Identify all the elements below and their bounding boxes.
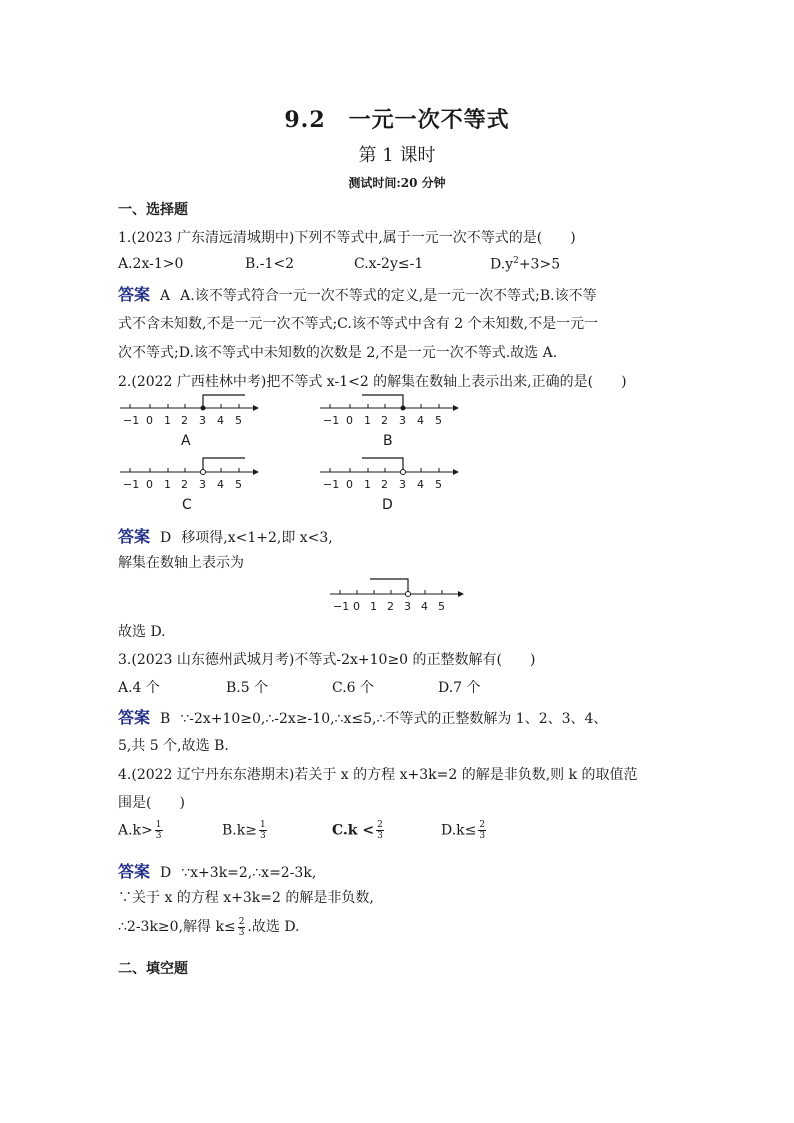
tick-label: −1 xyxy=(123,478,140,491)
tick-label: 0 xyxy=(146,478,153,491)
tick-label: 4 xyxy=(217,414,224,427)
tick-label: 2 xyxy=(181,478,188,491)
q3-answer-letter: B xyxy=(160,711,171,727)
tick-label: 4 xyxy=(417,478,424,491)
tick-label: 3 xyxy=(399,414,406,427)
lesson-subtitle: 第 1 课时 xyxy=(358,145,436,166)
q2-numberline-a xyxy=(118,388,263,448)
option-label: B xyxy=(383,433,393,448)
answer-label: 答案 xyxy=(118,285,151,304)
q2-numberline-d xyxy=(318,450,463,514)
solution-bracket xyxy=(362,458,403,470)
option-label: A xyxy=(181,433,191,448)
tick-marks xyxy=(130,404,239,408)
q3-answer-line-1: 答案 B ∵-2x+10≥0,∴-2x≥-10,∴x≤5,∴不等式的正整数解为 1、2、3、4、 xyxy=(118,708,608,727)
answer-label: 答案 xyxy=(118,862,151,881)
open-point xyxy=(401,470,406,475)
tick-label: 1 xyxy=(164,478,171,491)
closed-point xyxy=(401,406,406,411)
question-4-stem-2: 围是( ) xyxy=(118,795,185,811)
question-2-stem: 2.(2022 广西桂林中考)把不等式 x-1<2 的解集在数轴上表示出来,正确的是( ) xyxy=(118,374,627,390)
tick-label: 1 xyxy=(370,600,377,613)
q4-option-b: B.k≥ $\frac{1}{3}$ xyxy=(222,820,266,841)
tick-label: 3 xyxy=(199,414,206,427)
q4-answer-line-2: ∵关于 x 的方程 x+3k=2 的解是非负数, xyxy=(118,890,374,906)
q2-answer-line-3: 故选 D. xyxy=(118,624,166,640)
q3-option-a: A.4 个 xyxy=(118,680,160,696)
q4-answer-letter: D xyxy=(160,865,172,881)
fraction: $\frac{2}{3}$ xyxy=(377,820,383,841)
fraction: $\frac{2}{3}$ xyxy=(238,916,245,938)
q1-answer-letter: A xyxy=(160,288,171,304)
q3-answer-line-2: 5,共 5 个,故选 B. xyxy=(118,738,229,754)
q1-answer-line-3: 次不等式;D.该不等式中未知数的次数是 2,不是一元一次不等式.故选 A. xyxy=(118,345,558,361)
tick-label: −1 xyxy=(333,600,350,613)
tick-label: 3 xyxy=(399,478,406,491)
tick-label: 1 xyxy=(364,478,371,491)
tick-label: 2 xyxy=(381,414,388,427)
tick-label: 0 xyxy=(346,414,353,427)
page-title: 9.2 一元一次不等式 xyxy=(284,107,510,133)
q3-option-d: D.7 个 xyxy=(438,680,481,696)
tick-label: 5 xyxy=(438,600,445,613)
q2-answer-numberline xyxy=(328,572,473,614)
fraction: $\frac{2}{3}$ xyxy=(479,820,486,841)
solution-bracket xyxy=(203,458,245,470)
question-4-stem-1: 4.(2022 辽宁丹东东港期末)若关于 x 的方程 x+3k=2 的解是非负数,则 k 的取值范 xyxy=(118,767,638,783)
q4-option-d: D.k≤ $\frac{2}{3}$ xyxy=(441,820,486,841)
fraction: $\frac{1}{3}$ xyxy=(155,820,162,841)
section-heading-fill: 二、填空题 xyxy=(118,961,188,977)
q2-answer-letter: D xyxy=(160,530,172,546)
q4-option-a: A.k> $\frac{1}{3}$ xyxy=(118,820,162,841)
closed-point xyxy=(201,406,206,411)
tick-label: 0 xyxy=(146,414,153,427)
q1-option-c: C.x-2y≤-1 xyxy=(354,256,424,272)
test-time: 测试时间:20 分钟 xyxy=(348,176,446,190)
q1-answer-line-2: 式不含未知数,不是一元一次不等式;C.该不等式中含有 2 个未知数,不是一元一 xyxy=(118,316,599,332)
q1-answer-line-1: 答案 A A.该不等式符合一元一次不等式的定义,是一元一次不等式;B.该不等 xyxy=(118,285,597,304)
tick-label: 2 xyxy=(381,478,388,491)
open-point xyxy=(201,470,206,475)
open-point xyxy=(406,592,411,597)
q1-option-a: A.2x-1>0 xyxy=(118,256,184,272)
q3-option-c: C.6 个 xyxy=(332,680,375,696)
tick-label: 0 xyxy=(353,600,360,613)
q1-option-d: $D.y^2+3>5$ xyxy=(490,256,561,273)
answer-label: 答案 xyxy=(118,708,151,727)
q4-answer-line-1: 答案 D ∵x+3k=2,∴x=2-3k, xyxy=(118,862,317,881)
tick-label: −1 xyxy=(123,414,140,427)
tick-label: 1 xyxy=(164,414,171,427)
tick-label: 2 xyxy=(181,414,188,427)
option-label: D xyxy=(382,497,393,513)
tick-label: 3 xyxy=(404,600,411,613)
solution-bracket xyxy=(370,579,408,592)
q2-numberline-c xyxy=(118,450,263,514)
tick-label: 5 xyxy=(235,478,242,491)
tick-label: 4 xyxy=(417,414,424,427)
question-3-stem: 3.(2023 山东德州武城月考)不等式-2x+10≥0 的正整数解有( ) xyxy=(118,652,536,668)
tick-label: 4 xyxy=(217,478,224,491)
fraction: $\frac{1}{3}$ xyxy=(259,820,266,841)
tick-label: 3 xyxy=(199,478,206,491)
tick-label: 5 xyxy=(435,478,442,491)
q1-option-b: B.-1<2 xyxy=(245,256,295,272)
q2-answer-line-1: 答案 D 移项得,x<1+2,即 x<3, xyxy=(118,527,333,546)
q3-option-b: B.5 个 xyxy=(226,680,269,696)
option-label: C xyxy=(182,497,192,513)
tick-label: 4 xyxy=(421,600,428,613)
question-1-stem: 1.(2023 广东清远清城期中)下列不等式中,属于一元一次不等式的是( ) xyxy=(118,230,576,246)
q4-answer-line-3: ∴2-3k≥0,解得 k≤ $\frac{2}{3}$ .故选 D. xyxy=(118,916,300,938)
q4-option-c: C.k < $\frac{2}{3}$ xyxy=(332,820,383,841)
tick-label: 2 xyxy=(387,600,394,613)
q2-numberline-b xyxy=(318,388,463,448)
tick-label: 1 xyxy=(364,414,371,427)
tick-label: 5 xyxy=(435,414,442,427)
section-heading-choice: 一、选择题 xyxy=(118,202,188,218)
tick-label: 0 xyxy=(346,478,353,491)
tick-label: −1 xyxy=(323,414,340,427)
q2-answer-line-2: 解集在数轴上表示为 xyxy=(118,555,244,571)
tick-label: −1 xyxy=(323,478,340,491)
tick-label: 5 xyxy=(235,414,242,427)
answer-label: 答案 xyxy=(118,527,151,546)
